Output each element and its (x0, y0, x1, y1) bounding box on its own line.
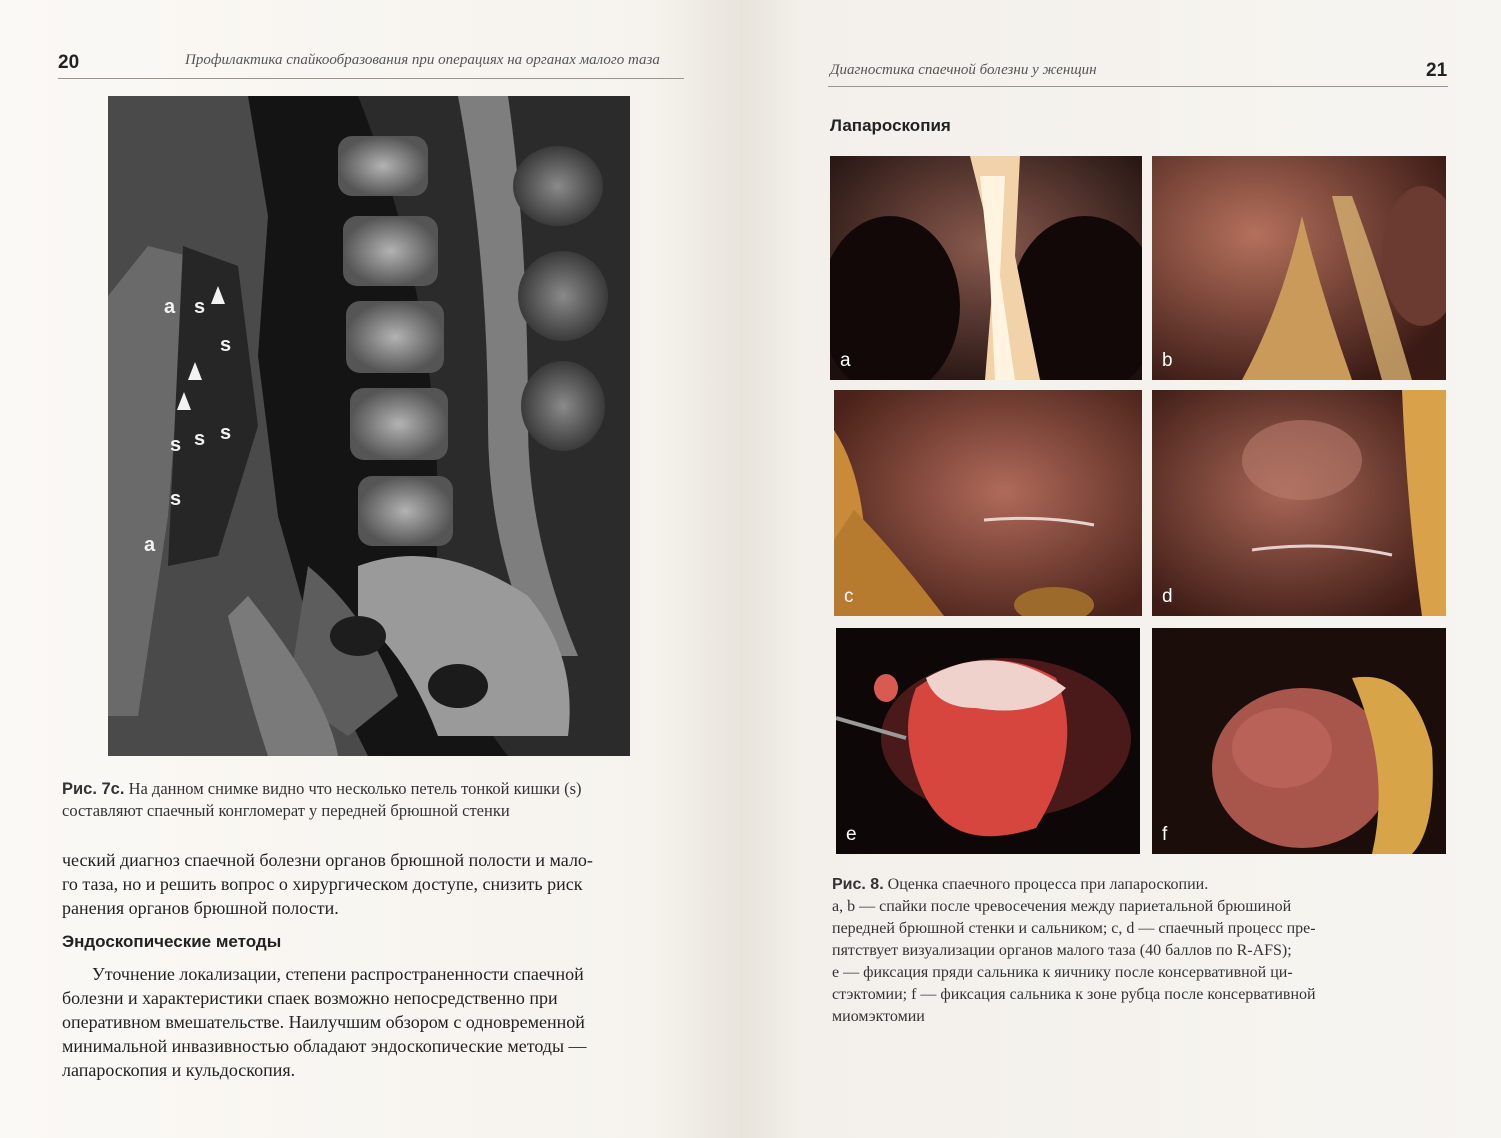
laparoscopy-photo-a (830, 156, 1142, 380)
caption-line: передней брюшной стенки и сальником; c, d — спаечный процесс пре- (832, 920, 1316, 937)
text-line: оперативном вмешательстве. Наилучшим обзором с одновременной (62, 1012, 585, 1032)
section-heading: Эндоскопические методы (62, 932, 282, 951)
photo-label: a (840, 350, 851, 371)
caption-line: a, b — спайки после чревосечения между париетальной брюшиной (832, 898, 1292, 915)
figure-caption (832, 874, 1442, 1028)
mri-label-s: s (170, 488, 182, 510)
mri-label-s: s (170, 434, 182, 456)
text-line: болезни и характеристики спаек возможно непосредственно при (62, 988, 558, 1008)
running-head: Диагностика спаечной болезни у женщин (830, 62, 1097, 78)
mri-label-s: s (220, 422, 232, 444)
mri-label-a: a (144, 534, 156, 556)
caption-line: e — фиксация пряди сальника к яичнику после консервативной ци- (832, 964, 1293, 981)
paragraph (62, 962, 684, 1082)
laparoscopy-photo-b (1152, 156, 1446, 380)
text-line: ранения органов брюшной полости. (62, 898, 339, 918)
page-number: 20 (58, 52, 80, 73)
caption-text: На данном снимке видно что несколько петель тонкой кишки (s) (128, 779, 582, 798)
mri-image (108, 96, 630, 756)
photo-label: f (1162, 824, 1168, 845)
header-rule (828, 86, 1448, 87)
section-heading: Лапароскопия (830, 116, 951, 135)
mri-label-s: s (220, 334, 232, 356)
caption-title: Оценка спаечного процесса при лапароскопии. (887, 876, 1209, 893)
running-head: Профилактика спайкообразования при операциях на органах малого таза (185, 52, 660, 68)
mri-label-a: a (164, 296, 176, 318)
laparoscopy-photo-f (1152, 628, 1446, 854)
photo-label: c (844, 586, 854, 607)
arrowhead-icon (177, 392, 191, 410)
laparoscopy-photo-e (836, 628, 1140, 854)
left-page (0, 0, 740, 1138)
arrowhead-icon (211, 286, 225, 304)
page-number: 21 (1426, 60, 1448, 81)
photo-label: b (1162, 350, 1173, 371)
arrowhead-icon (188, 362, 202, 380)
text-line: лапароскопия и кульдоскопия. (62, 1060, 296, 1080)
photo-label: d (1162, 586, 1173, 607)
caption-label: Рис. 8. (832, 876, 884, 893)
caption-line: стэктомии; f — фиксация сальника к зоне рубца после консервативной (832, 986, 1316, 1003)
mri-label-s: s (194, 428, 206, 450)
text-line: минимальной инвазивностью обладают эндоскопические методы — (62, 1036, 587, 1056)
caption-line: миомэктомии (832, 1008, 925, 1025)
figure-caption (62, 778, 692, 822)
header-rule (58, 78, 684, 79)
text-line: Уточнение локализации, степени распространенности спаечной (92, 964, 584, 984)
mri-label-s: s (194, 296, 206, 318)
caption-text: составляют спаечный конгломерат у передней брюшной стенки (62, 801, 510, 820)
right-page (740, 0, 1501, 1138)
laparoscopy-photo-d (1152, 390, 1446, 616)
text-line: ческий диагноз спаечной болезни органов брюшной полости и мало- (62, 850, 593, 870)
paragraph (62, 848, 684, 920)
text-line: го таза, но и решить вопрос о хирургическом доступе, снизить риск (62, 874, 583, 894)
photo-label: e (846, 824, 857, 845)
mri-scan-drawing (108, 96, 630, 756)
laparoscopy-photo-c (834, 390, 1142, 616)
caption-label: Рис. 7c. (62, 780, 125, 798)
caption-line: пятствует визуализации органов малого таза (40 баллов по R-AFS); (832, 942, 1292, 959)
